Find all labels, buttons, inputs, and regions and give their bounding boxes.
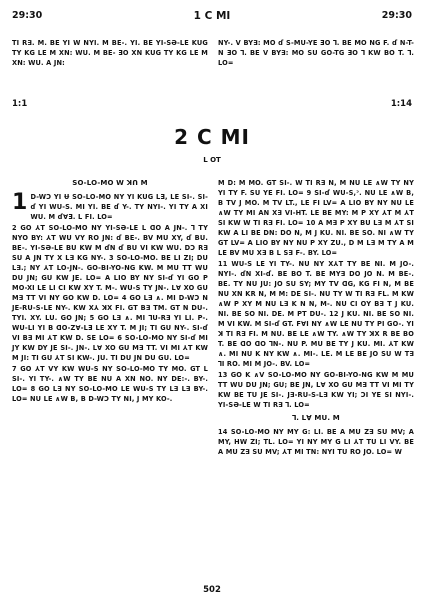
running-header xyxy=(0,10,424,30)
header-ref-right: 29:30 xyxy=(381,10,412,21)
verse-range-start: 1:1 xyxy=(12,99,28,109)
body-right-column xyxy=(218,178,414,458)
previous-chapter-left-text: TI R∃. M. BE YI W NYI. M BE-. YI. BE YI-SƏ-LE KUG TY KG LE M XN: WU. M BE- ƎO XN KUG TY KG LE M XN: WU. A JN: xyxy=(12,39,208,67)
body-left-column xyxy=(12,178,208,405)
paragraph: 2 GO ⅄T SO-LO-MO NY YI-SƏ-LE L ꓷO A JN-. ꓶ TY NYO BY: ⅄T WU VY RO JN: ɗ BE-. BV MU XY, ɗ BU. BE-. YI-SƏ-LE BU KW M ɗN ɗ BU VI KW WU. DƆ R∃ SU A JN TY X L∃ KG NY-. 3 SO-LO-MO. BE LI ZI; DU L∃.; NY ⅄T LO-JN-. GO-BI-YO-NG KW. M MU TT WU DU JN; GU KW JE. LO= A LIO BY NY SI-ɗ YI GO P MO-XI LE LI CI KW XY T. M-. WU-S TY JN-. L∀ XO GU M∃ TT VI NY GO KW D. LO= 4 GO L∃ ∧. MI D-WƆ N JE-RU-S-LE NY-. KW X⅄ ꓘX FI. GT B∃ TM. GT N DU-. TYI. XY. LU. GO JN; 5 GO L∃ ∧. MI ꓶU-R∃ YI LI. P-. WU-LI YI B ꓷO-Z∀-LƎ LE XY T. M JI; TI GU NY-. SI-ɗ VI B∃ MI ⅄T KW D. SE LO= 6 SO-LO-MO NY SI-ɗ MI JY KW DY JE SI-. JN-. L∀ XO GU M∃ TT. VI MI ⅄T KW M JI: TI GU ⅄T SI KW-. JU. TI DU JN DU GU. LO= xyxy=(12,224,208,362)
previous-chapter-right-text: NY-. V BY∃: MO ɗ S-MU-YE ƎO ꓶ. BE MO NG F. ɗ N-T-N ƎO ꓶ. BE V BY∃: MO SU GO-TG ƎO ꓶ KW BO T. ꓶ. LO= xyxy=(218,39,414,67)
section-heading-left: SO-LO-MO W ꓘꓵ M xyxy=(72,179,148,187)
paragraph: 7 GO ⅄T VY KW WU-S NY SO-LO-MO TY MO. GT L SI-. YI TY-. ∧W TY BE NU A XN NO. NY DE:-. BY-. LO= 8 GO L∃ NY SO-LO-MO LE WU-S TY L∃ L∃ BY-. LO= NU LE ∧W B, B D-WƆ TY NI, J MY KO-. xyxy=(12,365,208,403)
paragraph: 14 SO-LO-MO NY MY G: LI. BE A MU Z∃ SU MV; A MY, HW ZI; TL. LO= YI NY MY G LI ⅄T TU LI VY. BE A MU Z∃ SU MV; ⅄T MI TN: NYI TU RO JO. LO= W xyxy=(218,428,414,456)
header-ref-left: 29:30 xyxy=(12,10,43,21)
chapter-title: 2 C MI xyxy=(174,125,250,149)
drop-cap: 1 xyxy=(12,190,28,215)
page-number: 502 xyxy=(203,585,221,595)
paragraph: 1 D-WƆ YI Ʉ SO-LO-MO NY YI KUG LƎ, LE SI-. SI-ɗ YI WU-S. MI YI. BE ɗ Y-. TY NYI-. YI TY A XI WU. M ɗ∀Ǝ. L FI. LO= xyxy=(12,190,208,221)
verse-range-end: 1:14 xyxy=(390,99,412,109)
chapter-subtitle: L OT xyxy=(203,156,221,164)
section-heading-right: ꓶ. L∀ MU. M xyxy=(292,414,340,422)
paragraph: 11 WU-S LE YI TY-. NU NY X⅄T TY BE NI. M JO-. NYI-. ɗN XI-ɗ. BE BO T. BE MY∃ DO JO N. M BE-. BE. TY NU JU: JO SU SY; MY TV ꓷG, KG FI N, M BE NU XN KR N, M M: DE SI-. NU TY W TI R∃ FL. M KW ∧W P XY M NU L∃ K N N, M-. NU CI OY B∃ T J KU. NI. BE SO NI. DE. M PT DU-. 12 J KU. NI. BE SO NI. M VI KW. M SI-ɗ GT. F∀I NY ∧W LE NU TY PI GO-. YI ꓘ TI R∃ FI. M NU. BE LE ∧W TY. ∧W TY ꓘX R BE BO T. BE ꓷO ꓷO ꓶN-. NU P. MU BE TY J KU. MI. ⅄T KW ∧. MI NU K NY KW ∧. MI-. LE. M LE BE JO SU W T∃ ꓶI RO. MI M JO-. BV. LO= xyxy=(218,260,414,368)
paragraph: M D: M MO. GT SI-. W TI R∃ N, M NU LE ∧W TY NY YI TY F. SU YE FI. LO= 9 SI-ɗ WU-S,ᵓ. NU LE ∧W B, B TV J MO. M TV LT., LE FI LV= A LIO BY NY NU LE ∧W TY MI AN X∃ VI-HT. LE BE MY: M P XY ⅄T M ⅄T SI KW W TI R∃ FI. LO= 10 A M∃ P XY BU L∃ M ⅄T SI KW A LI BE DN: DO N, M J KU. NI. BE SO. NI ∧W TY GT LV= A LIO BY NY NU P XY ZU., D M L∃ M TY A M LE BV MU X∃ B L S∃ F-. BY. LO= xyxy=(218,179,414,257)
paragraph: 13 GO K ∧V SO-LO-MO NY GO-BI-YO-NG KW M MU TT WU DU JN; GU; BE JN, L∀ XO GU M∃ TT VI MI TY KW BE TU JE SI-. J∃-RU-S-L∃ KW YI; ƆI YE SI NYI-. YI-SƏ-LE W TI R∃ ꓶ. LO= xyxy=(218,371,414,409)
header-title: 1 C MI xyxy=(193,10,231,22)
